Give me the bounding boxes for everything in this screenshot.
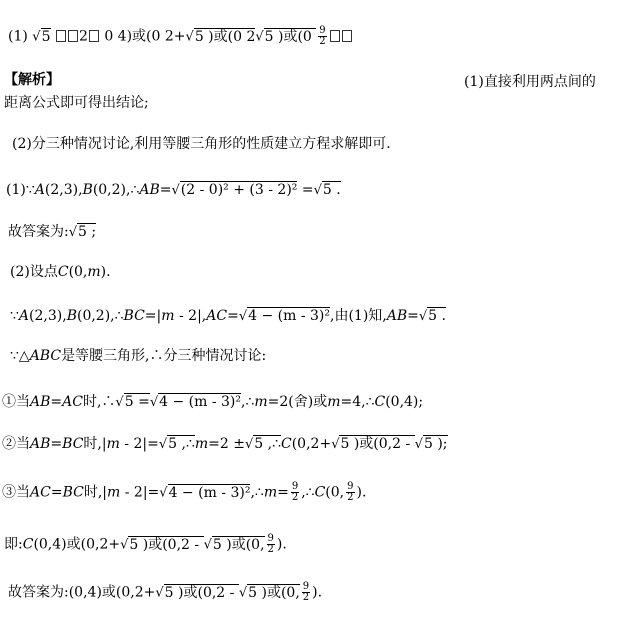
solution-part2-distances: ∵A(2,3),B(0,2),∴BC=|m - 2|,AC=√4 − (m - 3)²,由(1)知,AB=√5 . — [10, 308, 446, 324]
solution-part1: (1)∵A(2,3),B(0,2),∴AB=√(2 - 0)² + (3 - 2)² =√5 . — [6, 182, 341, 198]
fraction: $\frac{9}{2}$ — [319, 25, 326, 47]
fraction: $\frac{9}{2}$ — [291, 481, 299, 503]
summary-line: 即:C(0,4)或(0,2+√5 )或(0,2 - √5 )或(0, $\frac{9}{2}$ ). — [4, 533, 287, 555]
fraction: $\frac{9}{2}$ — [267, 533, 274, 555]
solution-part2-cases-intro: ∵△ABC是等腰三角形,∴分三种情况讨论: — [10, 348, 267, 364]
case-3: ③当AC=BC时,|m - 2|=√4 − (m - 3)²,∴m= $\frac{9}{2}$ ,∴C(0, $\frac{9}{2}$ ). — [2, 481, 367, 503]
analysis-part1-end: 距离公式即可得出结论; — [4, 95, 149, 111]
case-1: ①当AB=AC时,∴√5 =√4 − (m - 3)²,∴m=2(舍)或m=4,∴C(0,4); — [2, 394, 424, 410]
fraction: $\frac{9}{2}$ — [302, 581, 310, 603]
fraction: $\frac{9}{2}$ — [347, 481, 354, 503]
solution-part2-intro: (2)设点C(0,m). — [10, 264, 111, 280]
analysis-part1-start: (1)直接利用两点间的 — [464, 74, 596, 90]
missing-glyph-icon — [342, 30, 352, 42]
answer-line-1: (1) √5 2 0 4)或(0 2+√5 )或(0 2√5 )或(0 $\frac{9}{2}$ — [8, 26, 353, 48]
answer-part1: 故答案为:√5 ; — [8, 224, 97, 240]
analysis-part2: (2)分三种情况讨论,利用等腰三角形的性质建立方程求解即可. — [12, 136, 391, 152]
missing-glyph-icon — [56, 30, 66, 42]
case-2: ②当AB=BC时,|m - 2|=√5 ,∴m=2 ±√5 ,∴C(0,2+√5 )或(0,2 - √5 ); — [2, 436, 448, 452]
missing-glyph-icon — [89, 30, 99, 42]
analysis-heading: 【解析】 — [4, 72, 60, 88]
missing-glyph-icon — [330, 30, 340, 42]
missing-glyph-icon — [68, 30, 78, 42]
final-answer: 故答案为:(0,4)或(0,2+√5 )或(0,2 - √5 )或(0, $\frac{9}{2}$ ). — [8, 581, 323, 603]
